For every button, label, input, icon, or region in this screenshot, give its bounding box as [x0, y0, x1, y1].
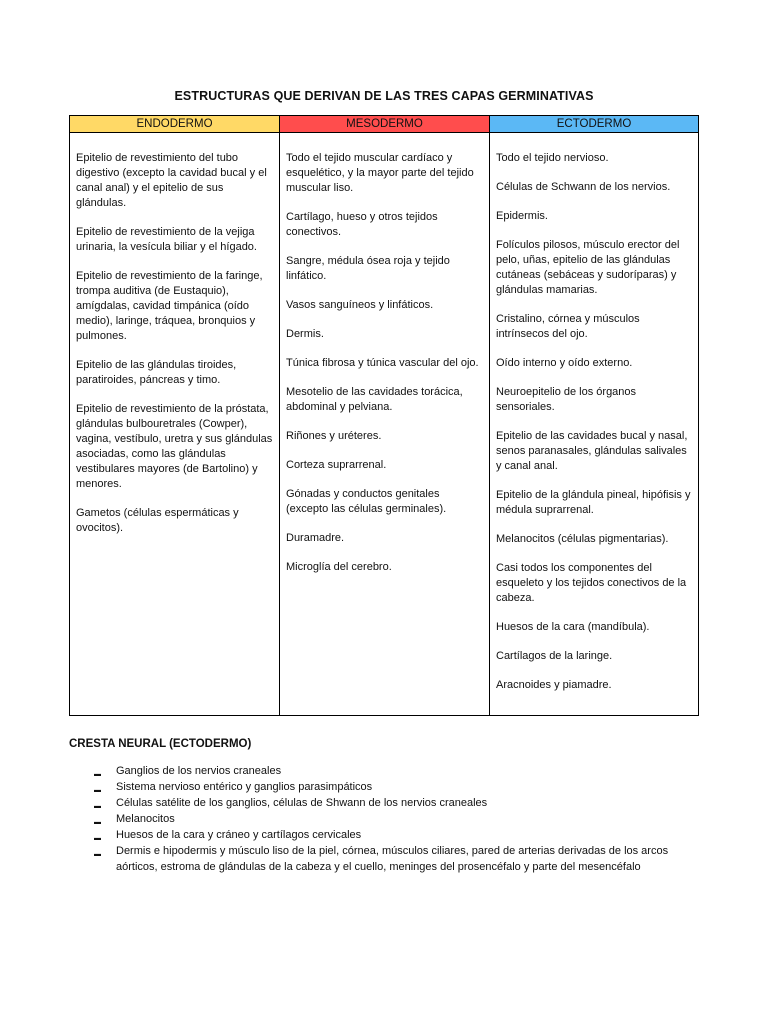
list-item-text: Sistema nervioso entérico y ganglios parasimpáticos [116, 781, 373, 793]
header-endodermo: ENDODERMO [70, 116, 280, 133]
header-ectodermo: ECTODERMO [490, 116, 699, 133]
list-item [94, 827, 694, 843]
list-item [94, 811, 694, 827]
list-item: Melanocitos (células pigmentarias). [496, 533, 669, 545]
list-item [94, 779, 694, 795]
list-item: Aracnoides y piamadre. [496, 679, 612, 691]
list-item: Riñones y uréteres. [286, 430, 382, 442]
cell-mesodermo [280, 133, 490, 716]
list-item: Casi todos los componentes del esqueleto y los tejidos conectivos de la cabeza. [496, 562, 687, 604]
list-item-text: Células satélite de los ganglios, células de Shwann de los nervios craneales [116, 797, 488, 809]
list-item: Microglía del cerebro. [286, 561, 392, 573]
list-item: Huesos de la cara (mandíbula). [496, 621, 650, 633]
list-item: Neuroepitelio de los órganos sensoriales. [496, 386, 637, 413]
crest-list [94, 763, 694, 875]
cell-endodermo [70, 133, 280, 716]
page-title: ESTRUCTURAS QUE DERIVAN DE LAS TRES CAPAS GERMINATIVAS [174, 89, 594, 103]
bullet-icon: ▬ [94, 835, 101, 842]
bullet-icon: ▬ [94, 851, 101, 858]
list-item: Mesotelio de las cavidades torácica, abdominal y pelviana. [286, 386, 463, 413]
list-item: Folículos pilosos, músculo erector del pelo, uñas, epitelio de las glándulas cutáneas (sebáceas y sudoríparas) y glándulas mamarias. [496, 239, 680, 296]
bullet-icon: ▬ [94, 771, 101, 778]
list-item: Epitelio de revestimiento del tubo digestivo (excepto la cavidad bucal y el canal anal) y el epitelio de sus glándulas. [76, 152, 267, 209]
list-item: Gónadas y conductos genitales (excepto las células germinales). [286, 488, 447, 515]
list-item: Epitelio de revestimiento de la próstata, glándulas bulbouretrales (Cowper), vagina, vestíbulo, uretra y sus glándulas asociadas, como las glándulas vestibulares mayores (de Bartolino) y menores. [76, 403, 273, 490]
header-mesodermo: MESODERMO [280, 116, 490, 133]
bullet-icon: ▬ [94, 803, 101, 810]
table-header-row [70, 116, 699, 133]
list-item: Epitelio de las glándulas tiroides, paratiroides, páncreas y timo. [76, 359, 237, 386]
list-item: Vasos sanguíneos y linfáticos. [286, 299, 434, 311]
list-item: Epidermis. [496, 210, 548, 222]
list-item: Duramadre. [286, 532, 345, 544]
list-item-text: Ganglios de los nervios craneales [116, 765, 282, 777]
list-item-text: Huesos de la cara y cráneo y cartílagos cervicales [116, 829, 362, 841]
list-item [94, 763, 694, 779]
list-item [94, 795, 694, 811]
list-item: Cartílagos de la laringe. [496, 650, 613, 662]
germ-layers-table [69, 115, 699, 716]
cell-ectodermo [490, 133, 699, 716]
list-item-text: Melanocitos [116, 813, 175, 825]
list-item: Cartílago, hueso y otros tejidos conectivos. [286, 211, 438, 238]
list-item: Túnica fibrosa y túnica vascular del ojo. [286, 357, 479, 369]
list-item: Todo el tejido muscular cardíaco y esquelético, y la mayor parte del tejido muscular liso. [286, 152, 474, 194]
list-item: Epitelio de las cavidades bucal y nasal, senos paranasales, glándulas salivales y canal anal. [496, 430, 688, 472]
list-item: Epitelio de la glándula pineal, hipófisis y médula suprarrenal. [496, 489, 691, 516]
list-item: Sangre, médula ósea roja y tejido linfático. [286, 255, 450, 282]
list-item: Cristalino, córnea y músculos intrínsecos del ojo. [496, 313, 640, 340]
list-item: Oído interno y oído externo. [496, 357, 633, 369]
bullet-icon: ▬ [94, 819, 101, 826]
list-item-text: Dermis e hipodermis y músculo liso de la piel, córnea, músculos ciliares, pared de arterias derivadas de los arcos aórticos, estroma de glándulas de la cabeza y el cuello, meninges del prosencéfalo y parte del mesencéfalo [116, 845, 669, 873]
list-item: Dermis. [286, 328, 324, 340]
list-item: Epitelio de revestimiento de la faringe, trompa auditiva (de Eustaquio), amígdalas, cavidad timpánica (oído medio), laringe, tráquea, bronquios y pulmones. [76, 270, 263, 342]
list-item: Gametos (células espermáticas y ovocitos). [76, 507, 239, 534]
list-item: Corteza suprarrenal. [286, 459, 387, 471]
list-item [94, 843, 694, 875]
bullet-icon: ▬ [94, 787, 101, 794]
crest-section-title: CRESTA NEURAL (ECTODERMO) [69, 738, 252, 750]
list-item: Epitelio de revestimiento de la vejiga urinaria, la vesícula biliar y el hígado. [76, 226, 257, 253]
list-item: Todo el tejido nervioso. [496, 152, 609, 164]
table-row [70, 133, 699, 716]
list-item: Células de Schwann de los nervios. [496, 181, 671, 193]
